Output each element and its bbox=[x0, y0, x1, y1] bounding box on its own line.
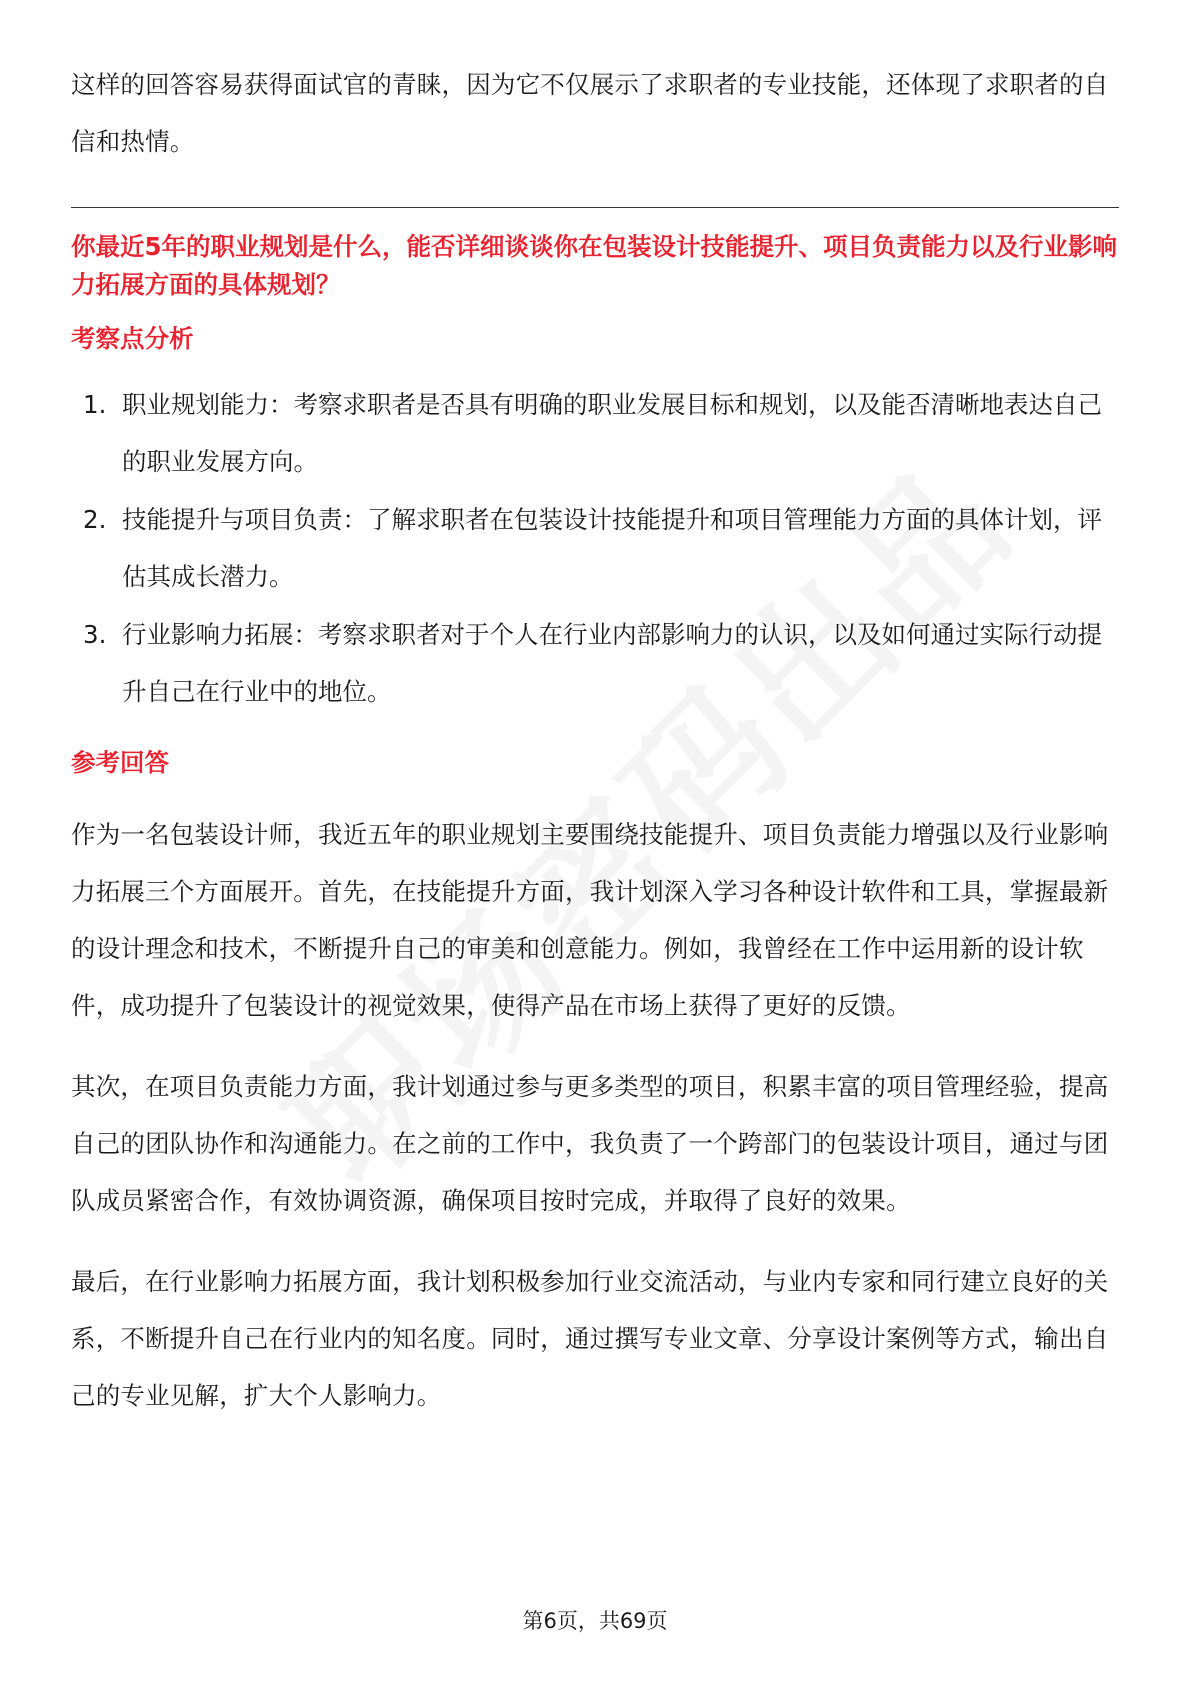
intro-paragraph: 这样的回答容易获得面试官的青睐，因为它不仅展示了求职者的专业技能，还体现了求职者的自信和热情。 bbox=[71, 70, 1109, 156]
analysis-item bbox=[71, 376, 1119, 490]
reference-paragraph bbox=[71, 1058, 1119, 1229]
reference-paragraph-text: 作为一名包装设计师，我近五年的职业规划主要围绕技能提升、项目负责能力增强以及行业影响力拓展三个方面展开。首先，在技能提升方面，我计划深入学习各种设计软件和工具，掌握最新的设计理念和技术，不断提升自己的审美和创意能力。例如，我曾经在工作中运用新的设计软件，成功提升了包装设计的视觉效果，使得产品在市场上获得了更好的反馈。 bbox=[71, 820, 1109, 1020]
analysis-item-number: 1. bbox=[83, 390, 107, 419]
reference-answer-title: 参考回答 bbox=[71, 748, 169, 777]
analysis-item bbox=[71, 606, 1119, 720]
analysis-item-number: 2. bbox=[83, 505, 107, 534]
analysis-item-text: 行业影响力拓展：考察求职者对于个人在行业内部影响力的认识，以及如何通过实际行动提升自己在行业中的地位。 bbox=[122, 620, 1102, 706]
analysis-item-number: 3. bbox=[83, 620, 107, 649]
analysis-item bbox=[71, 491, 1119, 605]
analysis-item-text: 职业规划能力：考察求职者是否具有明确的职业发展目标和规划，以及能否清晰地表达自己的职业发展方向。 bbox=[122, 390, 1102, 476]
analysis-title: 考察点分析 bbox=[71, 324, 194, 353]
analysis-item-text: 技能提升与项目负责：了解求职者在包装设计技能提升和项目管理能力方面的具体计划，评估其成长潜力。 bbox=[122, 505, 1102, 591]
reference-paragraph-text: 其次，在项目负责能力方面，我计划通过参与更多类型的项目，积累丰富的项目管理经验，提高自己的团队协作和沟通能力。在之前的工作中，我负责了一个跨部门的包装设计项目，通过与团队成员紧密合作，有效协调资源，确保项目按时完成，并取得了良好的效果。 bbox=[71, 1072, 1109, 1215]
page-number: 第6页，共69页 bbox=[522, 1609, 668, 1633]
interview-question: 你最近5年的职业规划是什么，能否详细谈谈你在包装设计技能提升、项目负责能力以及行业影响力拓展方面的具体规划？ bbox=[71, 232, 1118, 299]
analysis-list bbox=[71, 376, 1119, 720]
document-content bbox=[71, 56, 1119, 1424]
reference-paragraph bbox=[71, 1253, 1119, 1424]
reference-paragraph-text: 最后，在行业影响力拓展方面，我计划积极参加行业交流活动，与业内专家和同行建立良好的关系，不断提升自己在行业内的知名度。同时，通过撰写专业文章、分享设计案例等方式，输出自己的专业见解，扩大个人影响力。 bbox=[71, 1267, 1109, 1410]
reference-paragraph bbox=[71, 806, 1119, 1034]
section-divider bbox=[71, 207, 1119, 208]
